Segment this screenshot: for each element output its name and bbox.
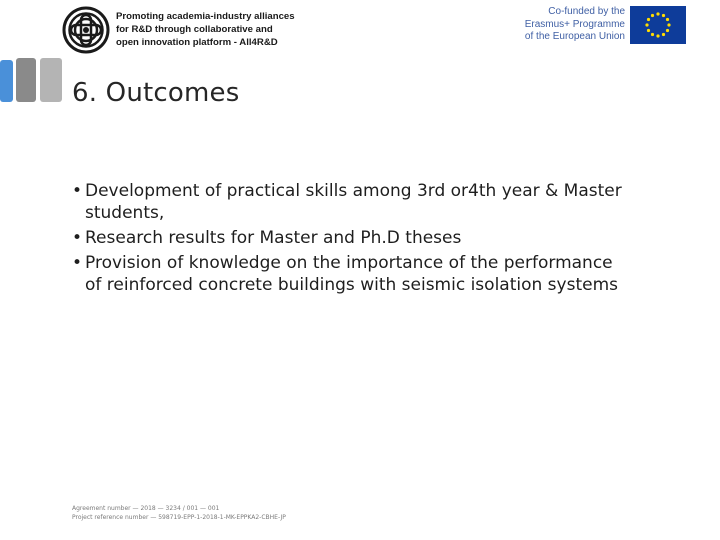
- bullet-icon: •: [72, 253, 83, 273]
- list-item: [72, 252, 702, 296]
- slide-title: 6. Outcomes: [72, 78, 240, 108]
- bullet-text-continued: students,: [85, 203, 165, 223]
- footer-agreement-number: Agreement number — 2018 — 3234 / 001 — 001: [72, 505, 220, 512]
- decorative-block-gray: [16, 58, 36, 102]
- outcomes-list: [72, 180, 702, 299]
- list-item: [72, 180, 702, 224]
- bullet-text-continued: of reinforced concrete buildings with seismic isolation systems: [85, 275, 618, 295]
- bullet-icon: •: [72, 228, 83, 248]
- decorative-block-blue: [0, 60, 13, 102]
- eu-caption: [510, 6, 625, 44]
- logo-line: open innovation platform - All4R&D: [116, 37, 278, 48]
- bullet-icon: •: [72, 181, 83, 201]
- erasmus-cofunded-logo: [510, 6, 685, 46]
- logo-tagline: [116, 10, 326, 49]
- eu-line: of the European Union: [524, 31, 625, 42]
- concentric-knot-logo-icon: [62, 6, 110, 54]
- bullet-text: Provision of knowledge on the importance of the performance: [85, 253, 613, 273]
- all4rd-logo: [62, 6, 322, 56]
- footer-project-reference: Project reference number — 598719-EPP-1-2018-1-MK-EPPKA2-CBHE-JP: [72, 513, 286, 521]
- decorative-block-lightgray: [40, 58, 62, 102]
- logo-line: Promoting academia-industry alliances: [116, 11, 295, 22]
- bullet-text: Development of practical skills among 3rd or4th year & Master: [85, 181, 622, 201]
- eu-line: Co-funded by the: [548, 6, 625, 17]
- eu-flag-icon: [630, 6, 686, 44]
- eu-line: Erasmus+ Programme: [524, 18, 625, 30]
- footer-reference: [72, 505, 286, 522]
- logo-line: for R&D through collaborative and: [116, 24, 273, 35]
- list-item: [72, 227, 702, 249]
- bullet-text: Research results for Master and Ph.D theses: [85, 228, 462, 248]
